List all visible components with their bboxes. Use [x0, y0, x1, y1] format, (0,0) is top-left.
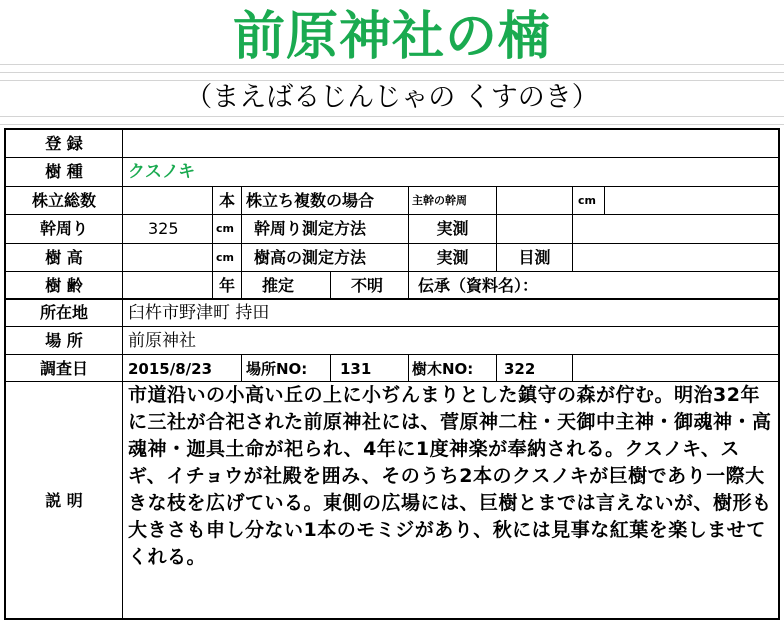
tree-no-label: 樹木NO:: [412, 360, 474, 378]
place-value: 前原神社: [128, 331, 196, 351]
species-value: クスノキ: [128, 162, 196, 182]
label-description: 説 明: [45, 491, 83, 510]
girth-unit: cm: [216, 222, 234, 235]
label-stump-count: 株立総数: [31, 191, 96, 210]
label-survey-date: 調査日: [39, 359, 88, 378]
label-registration: 登 録: [45, 134, 83, 153]
multi-stump-label: 株立ち複数の場合: [246, 191, 375, 210]
label-species: 樹 種: [45, 162, 83, 181]
height-method-label: 樹高の測定方法: [254, 248, 367, 267]
height-method-measured: 実測: [436, 248, 469, 267]
main-girth-unit: cm: [578, 194, 596, 207]
age-unit: 年: [218, 276, 235, 295]
place-no-label: 場所NO:: [246, 360, 308, 378]
location-value: 臼杵市野津町 持田: [128, 303, 270, 323]
girth-value: 325: [148, 219, 179, 238]
title-reading: （まえばるじんじゃの くすのき）: [185, 82, 599, 113]
label-location: 所在地: [39, 303, 88, 322]
girth-method-value: 実測: [436, 219, 469, 238]
page-title: 前原神社の楠: [232, 7, 551, 67]
girth-method-label: 幹周り測定方法: [254, 219, 367, 238]
label-height: 樹 高: [45, 248, 83, 267]
age-unknown: 不明: [351, 276, 384, 295]
description-text: 市道沿いの小高い丘の上に小ぢんまりとした鎮守の森が佇む。明治32年に三社が合祀された前原神社には、菅原神二柱・天御中主神・御魂神・高魂神・迦具土命が祀られ、4年に1度神楽が奉納される。クスノキ、スギ、イチョウが社殿を囲み、そのうち2本のクスノキが巨樹であり一際大きな枝を広げている。東側の広場には、巨樹とまでは言えないが、樹形も大きさも申し分ない1本のモミジがあり、秋には見事な紅葉を楽しませてくれる。: [128, 384, 772, 568]
tree-no-value: 322: [504, 360, 536, 378]
stump-unit: 本: [218, 191, 235, 210]
main-girth-label: 主幹の幹周: [412, 194, 467, 207]
survey-date-value: 2015/8/23: [128, 360, 213, 378]
label-girth: 幹周り: [39, 219, 88, 238]
place-no-value: 131: [340, 360, 372, 378]
label-place: 場 所: [45, 331, 83, 350]
age-legend-label: 伝承（資料名）：: [418, 276, 539, 295]
age-estimate: 推定: [262, 276, 295, 295]
label-age: 樹 齢: [45, 276, 83, 295]
height-unit: cm: [216, 251, 234, 264]
height-method-visual: 目測: [518, 248, 551, 267]
